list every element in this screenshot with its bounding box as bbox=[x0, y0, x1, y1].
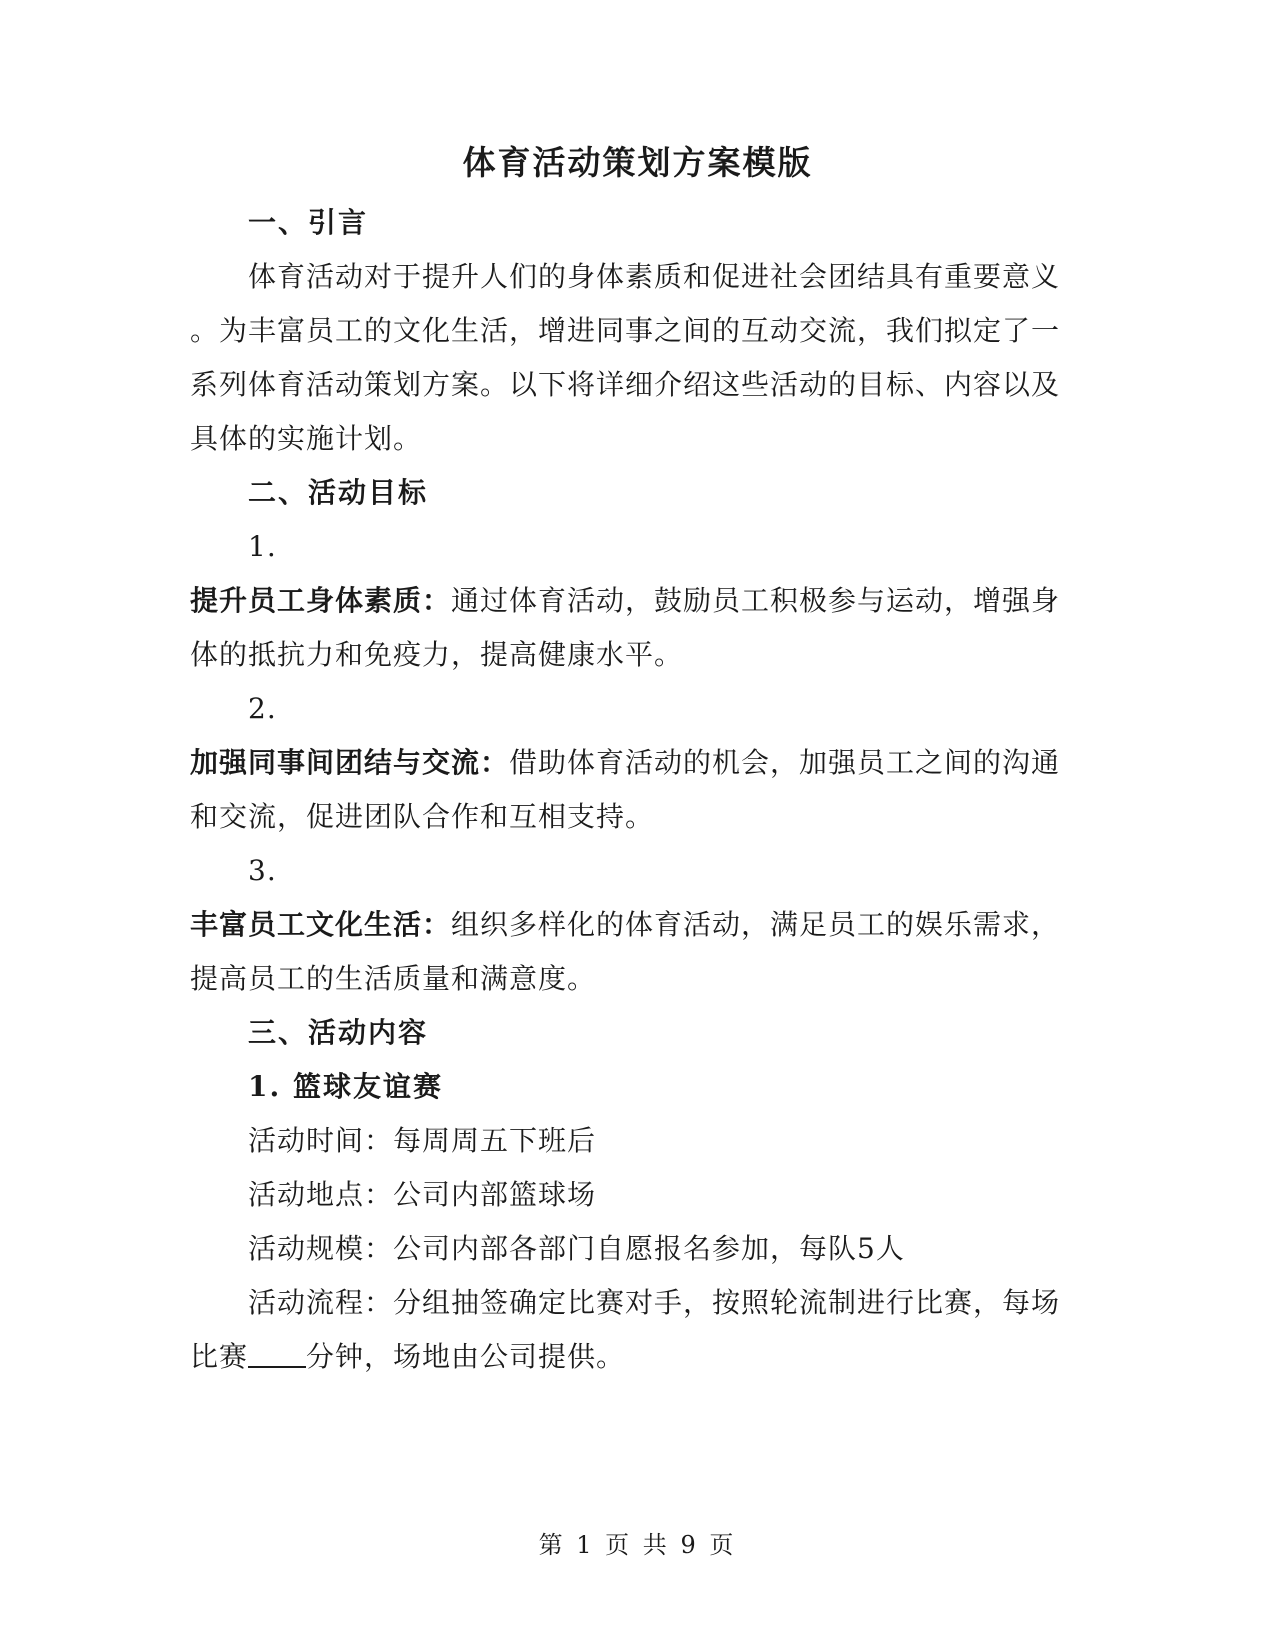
goal-item-3-line-2: 提高员工的生活质量和满意度。 bbox=[190, 962, 597, 995]
goal-label-3: 丰富员工文化生活： bbox=[190, 908, 452, 941]
goal-item-3-line-1 bbox=[190, 905, 1070, 945]
activity-process-line-2 bbox=[190, 1337, 1070, 1377]
section-heading-intro: 一、引言 bbox=[248, 206, 369, 239]
goal-label-1: 提升员工身体素质： bbox=[190, 584, 452, 617]
intro-line-3: 系列体育活动策划方案。以下将详细介绍这些活动的目标、内容以及 bbox=[190, 368, 1061, 401]
section-heading-goals: 二、活动目标 bbox=[248, 476, 429, 509]
intro-line-4: 具体的实施计划。 bbox=[190, 422, 423, 455]
activity-time: 活动时间：每周周五下班后 bbox=[248, 1124, 597, 1157]
content-sub-heading: 1. 篮球友谊赛 bbox=[248, 1070, 443, 1103]
section-heading-content: 三、活动内容 bbox=[248, 1016, 429, 1049]
goal-item-1-line-2: 体的抵抗力和免疫力，提高健康水平。 bbox=[190, 638, 684, 671]
goal-number-2: 2. bbox=[248, 692, 277, 725]
intro-line-1: 体育活动对于提升人们的身体素质和促进社会团结具有重要意义 bbox=[248, 260, 1061, 293]
goal-label-2: 加强同事间团结与交流： bbox=[190, 746, 510, 779]
page-footer: 第 1 页 共 9 页 bbox=[538, 1531, 737, 1559]
activity-process-line-1: 活动流程：分组抽签确定比赛对手，按照轮流制进行比赛，每场 bbox=[248, 1286, 1061, 1319]
process-line-2-start: 比赛 bbox=[190, 1340, 249, 1373]
goal-text-2: 借助体育活动的机会，加强员工之间的沟通 bbox=[509, 746, 1061, 779]
goal-number-1: 1. bbox=[248, 530, 277, 563]
goal-number-3: 3. bbox=[248, 854, 277, 887]
process-line-2-end: 分钟，场地由公司提供。 bbox=[306, 1340, 626, 1373]
goal-item-2-line-1 bbox=[190, 743, 1070, 783]
fill-in-blank bbox=[248, 1340, 306, 1368]
activity-place: 活动地点：公司内部篮球场 bbox=[248, 1178, 597, 1211]
goal-item-1-line-1 bbox=[190, 581, 1070, 621]
document-title: 体育活动策划方案模版 bbox=[462, 143, 813, 182]
goal-text-3: 组织多样化的体育活动，满足员工的娱乐需求， bbox=[451, 908, 1061, 941]
goal-text-1: 通过体育活动，鼓励员工积极参与运动，增强身 bbox=[451, 584, 1061, 617]
goal-item-2-line-2: 和交流，促进团队合作和互相支持。 bbox=[190, 800, 655, 833]
activity-scale: 活动规模：公司内部各部门自愿报名参加，每队5人 bbox=[248, 1232, 905, 1265]
intro-line-2: 。为丰富员工的文化生活，增进同事之间的互动交流，我们拟定了一 bbox=[190, 314, 1061, 347]
